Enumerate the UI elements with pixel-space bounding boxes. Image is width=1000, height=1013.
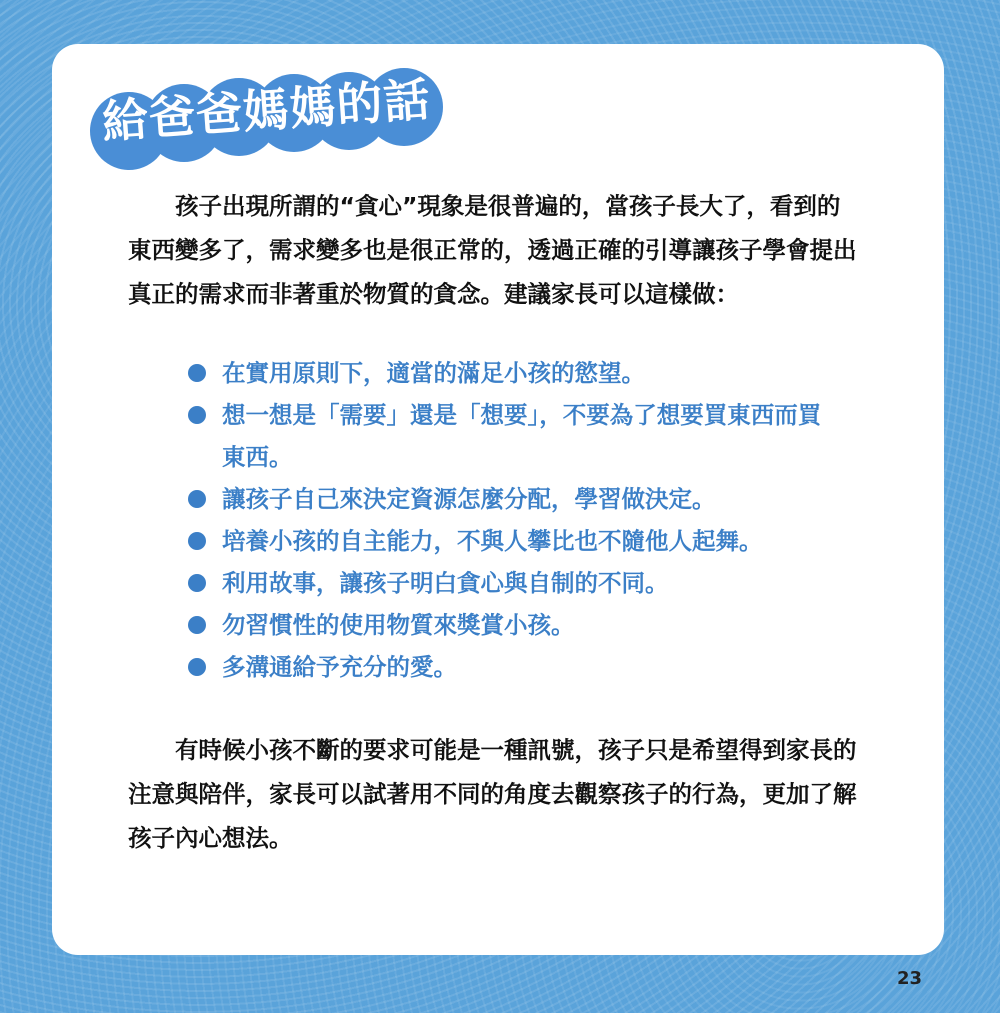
list-item	[186, 604, 821, 646]
closing-line: 有時候小孩不斷的要求可能是一種訊號，孩子只是希望得到家長的	[128, 736, 857, 764]
list-item	[186, 646, 821, 688]
intro-line: 東西變多了，需求變多也是很正常的，透過正確的引導讓孩子學會提出	[128, 236, 857, 264]
closing-paragraph	[128, 728, 857, 860]
bullet-icon	[188, 364, 206, 382]
bullet-icon	[188, 490, 206, 508]
bullet-icon	[188, 532, 206, 550]
bullet-icon	[188, 616, 206, 634]
intro-line: 真正的需求而非著重於物質的貪念。建議家長可以這樣做：	[128, 280, 739, 308]
bullet-icon	[188, 574, 206, 592]
tip-text: 多溝通給予充分的愛。	[222, 653, 457, 681]
list-item	[186, 520, 821, 562]
list-item	[186, 478, 821, 520]
section-title	[90, 72, 470, 172]
list-item	[186, 352, 821, 394]
tip-text: 讓孩子自己來決定資源怎麼分配，學習做決定。	[222, 485, 716, 513]
bullet-icon	[188, 658, 206, 676]
closing-line: 孩子內心想法。	[128, 824, 293, 852]
title-text: 給爸爸媽媽的話	[100, 72, 433, 149]
tip-text: 在實用原則下，適當的滿足小孩的慾望。	[222, 359, 645, 387]
bullet-icon	[188, 406, 206, 424]
tip-text: 培養小孩的自主能力，不與人攀比也不隨他人起舞。	[222, 527, 763, 555]
page-number: 23	[897, 968, 923, 989]
intro-line: 孩子出現所謂的“貪心”現象是很普遍的，當孩子長大了，看到的	[128, 192, 841, 220]
tip-text: 利用故事，讓孩子明白貪心與自制的不同。	[222, 569, 669, 597]
tip-text: 東西。	[222, 443, 293, 471]
tips-list	[186, 352, 821, 688]
list-item	[186, 394, 821, 478]
tip-text: 勿習慣性的使用物質來獎賞小孩。	[222, 611, 575, 639]
list-item	[186, 562, 821, 604]
intro-paragraph	[128, 184, 857, 316]
closing-line: 注意與陪伴，家長可以試著用不同的角度去觀察孩子的行為，更加了解	[128, 780, 857, 808]
tip-text: 想一想是「需要」還是「想要」，不要為了想要買東西而買	[222, 401, 822, 429]
